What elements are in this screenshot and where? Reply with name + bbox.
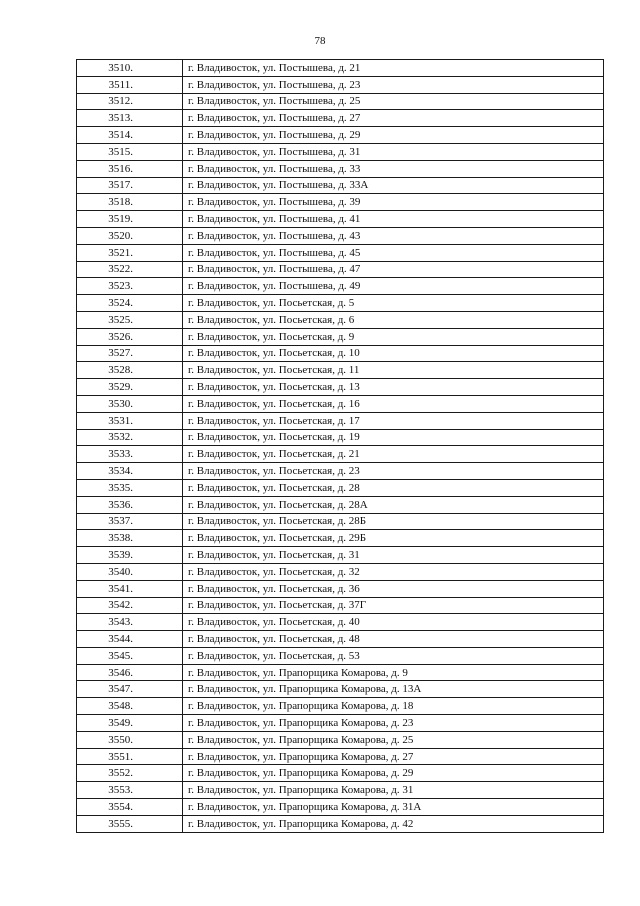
row-address: г. Владивосток, ул. Посьетская, д. 36 [183, 580, 604, 597]
row-address: г. Владивосток, ул. Прапорщика Комарова, д. 27 [183, 748, 604, 765]
table-row [77, 815, 604, 832]
row-number: 3541. [77, 580, 183, 597]
table-row [77, 799, 604, 816]
table-row [77, 479, 604, 496]
table-row [77, 60, 604, 77]
row-address: г. Владивосток, ул. Посьетская, д. 21 [183, 446, 604, 463]
row-address: г. Владивосток, ул. Посьетская, д. 5 [183, 295, 604, 312]
table-row [77, 647, 604, 664]
row-number: 3526. [77, 328, 183, 345]
row-number: 3528. [77, 362, 183, 379]
row-number: 3536. [77, 496, 183, 513]
row-address: г. Владивосток, ул. Посьетская, д. 19 [183, 429, 604, 446]
row-address: г. Владивосток, ул. Постышева, д. 41 [183, 211, 604, 228]
row-number: 3543. [77, 614, 183, 631]
row-number: 3525. [77, 311, 183, 328]
row-address: г. Владивосток, ул. Посьетская, д. 23 [183, 463, 604, 480]
row-address: г. Владивосток, ул. Посьетская, д. 10 [183, 345, 604, 362]
row-number: 3533. [77, 446, 183, 463]
row-address: г. Владивосток, ул. Посьетская, д. 28 [183, 479, 604, 496]
row-address: г. Владивосток, ул. Посьетская, д. 28Б [183, 513, 604, 530]
table-row [77, 597, 604, 614]
row-number: 3553. [77, 782, 183, 799]
table-row [77, 395, 604, 412]
table-row [77, 731, 604, 748]
table-row [77, 143, 604, 160]
row-number: 3520. [77, 227, 183, 244]
table-row [77, 463, 604, 480]
row-number: 3545. [77, 647, 183, 664]
row-address: г. Владивосток, ул. Посьетская, д. 37Г [183, 597, 604, 614]
row-address: г. Владивосток, ул. Посьетская, д. 11 [183, 362, 604, 379]
table-row [77, 496, 604, 513]
row-address: г. Владивосток, ул. Прапорщика Комарова, д. 23 [183, 715, 604, 732]
row-address: г. Владивосток, ул. Прапорщика Комарова, д. 9 [183, 664, 604, 681]
row-address: г. Владивосток, ул. Посьетская, д. 17 [183, 412, 604, 429]
table-row [77, 631, 604, 648]
row-address: г. Владивосток, ул. Постышева, д. 33 [183, 160, 604, 177]
row-address: г. Владивосток, ул. Посьетская, д. 28А [183, 496, 604, 513]
row-address: г. Владивосток, ул. Постышева, д. 33А [183, 177, 604, 194]
table-row [77, 681, 604, 698]
row-address: г. Владивосток, ул. Посьетская, д. 32 [183, 563, 604, 580]
table-row [77, 93, 604, 110]
row-number: 3550. [77, 731, 183, 748]
row-number: 3517. [77, 177, 183, 194]
table-row [77, 765, 604, 782]
row-number: 3516. [77, 160, 183, 177]
row-number: 3530. [77, 395, 183, 412]
row-number: 3534. [77, 463, 183, 480]
row-number: 3549. [77, 715, 183, 732]
row-address: г. Владивосток, ул. Посьетская, д. 9 [183, 328, 604, 345]
row-number: 3537. [77, 513, 183, 530]
row-number: 3513. [77, 110, 183, 127]
row-number: 3544. [77, 631, 183, 648]
row-number: 3531. [77, 412, 183, 429]
row-address: г. Владивосток, ул. Посьетская, д. 40 [183, 614, 604, 631]
row-number: 3514. [77, 127, 183, 144]
table-row [77, 311, 604, 328]
row-address: г. Владивосток, ул. Прапорщика Комарова, д. 25 [183, 731, 604, 748]
page-number: 78 [314, 35, 326, 47]
table-row [77, 698, 604, 715]
row-number: 3540. [77, 563, 183, 580]
row-number: 3515. [77, 143, 183, 160]
table-row [77, 547, 604, 564]
table-row [77, 530, 604, 547]
row-address: г. Владивосток, ул. Посьетская, д. 53 [183, 647, 604, 664]
table-row [77, 580, 604, 597]
row-number: 3547. [77, 681, 183, 698]
row-number: 3554. [77, 799, 183, 816]
table-row [77, 782, 604, 799]
table-row [77, 211, 604, 228]
row-address: г. Владивосток, ул. Прапорщика Комарова, д. 42 [183, 815, 604, 832]
table-row [77, 244, 604, 261]
row-number: 3523. [77, 278, 183, 295]
row-number: 3542. [77, 597, 183, 614]
table-row [77, 194, 604, 211]
row-address: г. Владивосток, ул. Постышева, д. 43 [183, 227, 604, 244]
table-row [77, 429, 604, 446]
table-row [77, 379, 604, 396]
row-address: г. Владивосток, ул. Постышева, д. 47 [183, 261, 604, 278]
table-row [77, 563, 604, 580]
row-address: г. Владивосток, ул. Посьетская, д. 16 [183, 395, 604, 412]
table-row [77, 614, 604, 631]
row-number: 3532. [77, 429, 183, 446]
row-number: 3539. [77, 547, 183, 564]
row-address: г. Владивосток, ул. Посьетская, д. 6 [183, 311, 604, 328]
row-address: г. Владивосток, ул. Постышева, д. 25 [183, 93, 604, 110]
row-address: г. Владивосток, ул. Постышева, д. 27 [183, 110, 604, 127]
table-row [77, 160, 604, 177]
row-number: 3548. [77, 698, 183, 715]
table-row [77, 664, 604, 681]
row-address: г. Владивосток, ул. Прапорщика Комарова, д. 29 [183, 765, 604, 782]
table-row [77, 362, 604, 379]
row-address: г. Владивосток, ул. Постышева, д. 49 [183, 278, 604, 295]
row-address: г. Владивосток, ул. Посьетская, д. 31 [183, 547, 604, 564]
row-number: 3535. [77, 479, 183, 496]
row-address: г. Владивосток, ул. Постышева, д. 29 [183, 127, 604, 144]
row-number: 3522. [77, 261, 183, 278]
table-row [77, 177, 604, 194]
address-table [76, 59, 604, 833]
row-address: г. Владивосток, ул. Прапорщика Комарова, д. 18 [183, 698, 604, 715]
row-address: г. Владивосток, ул. Постышева, д. 31 [183, 143, 604, 160]
row-address: г. Владивосток, ул. Посьетская, д. 48 [183, 631, 604, 648]
row-address: г. Владивосток, ул. Посьетская, д. 13 [183, 379, 604, 396]
row-address: г. Владивосток, ул. Прапорщика Комарова, д. 31А [183, 799, 604, 816]
row-number: 3552. [77, 765, 183, 782]
row-number: 3512. [77, 93, 183, 110]
row-number: 3555. [77, 815, 183, 832]
table-row [77, 278, 604, 295]
row-number: 3527. [77, 345, 183, 362]
row-number: 3551. [77, 748, 183, 765]
row-address: г. Владивосток, ул. Постышева, д. 23 [183, 76, 604, 93]
table-row [77, 715, 604, 732]
table-row [77, 295, 604, 312]
table-row [77, 446, 604, 463]
address-table-body [77, 60, 604, 833]
table-row [77, 76, 604, 93]
row-address: г. Владивосток, ул. Прапорщика Комарова, д. 31 [183, 782, 604, 799]
row-address: г. Владивосток, ул. Постышева, д. 21 [183, 60, 604, 77]
row-address: г. Владивосток, ул. Постышева, д. 45 [183, 244, 604, 261]
table-row [77, 513, 604, 530]
row-number: 3524. [77, 295, 183, 312]
table-row [77, 345, 604, 362]
row-address: г. Владивосток, ул. Прапорщика Комарова, д. 13А [183, 681, 604, 698]
table-row [77, 328, 604, 345]
row-number: 3511. [77, 76, 183, 93]
row-number: 3538. [77, 530, 183, 547]
table-row [77, 261, 604, 278]
row-number: 3546. [77, 664, 183, 681]
row-address: г. Владивосток, ул. Посьетская, д. 29Б [183, 530, 604, 547]
row-number: 3510. [77, 60, 183, 77]
row-address: г. Владивосток, ул. Постышева, д. 39 [183, 194, 604, 211]
row-number: 3529. [77, 379, 183, 396]
table-row [77, 227, 604, 244]
row-number: 3519. [77, 211, 183, 228]
table-row [77, 412, 604, 429]
table-row [77, 127, 604, 144]
row-number: 3521. [77, 244, 183, 261]
table-row [77, 110, 604, 127]
row-number: 3518. [77, 194, 183, 211]
table-row [77, 748, 604, 765]
